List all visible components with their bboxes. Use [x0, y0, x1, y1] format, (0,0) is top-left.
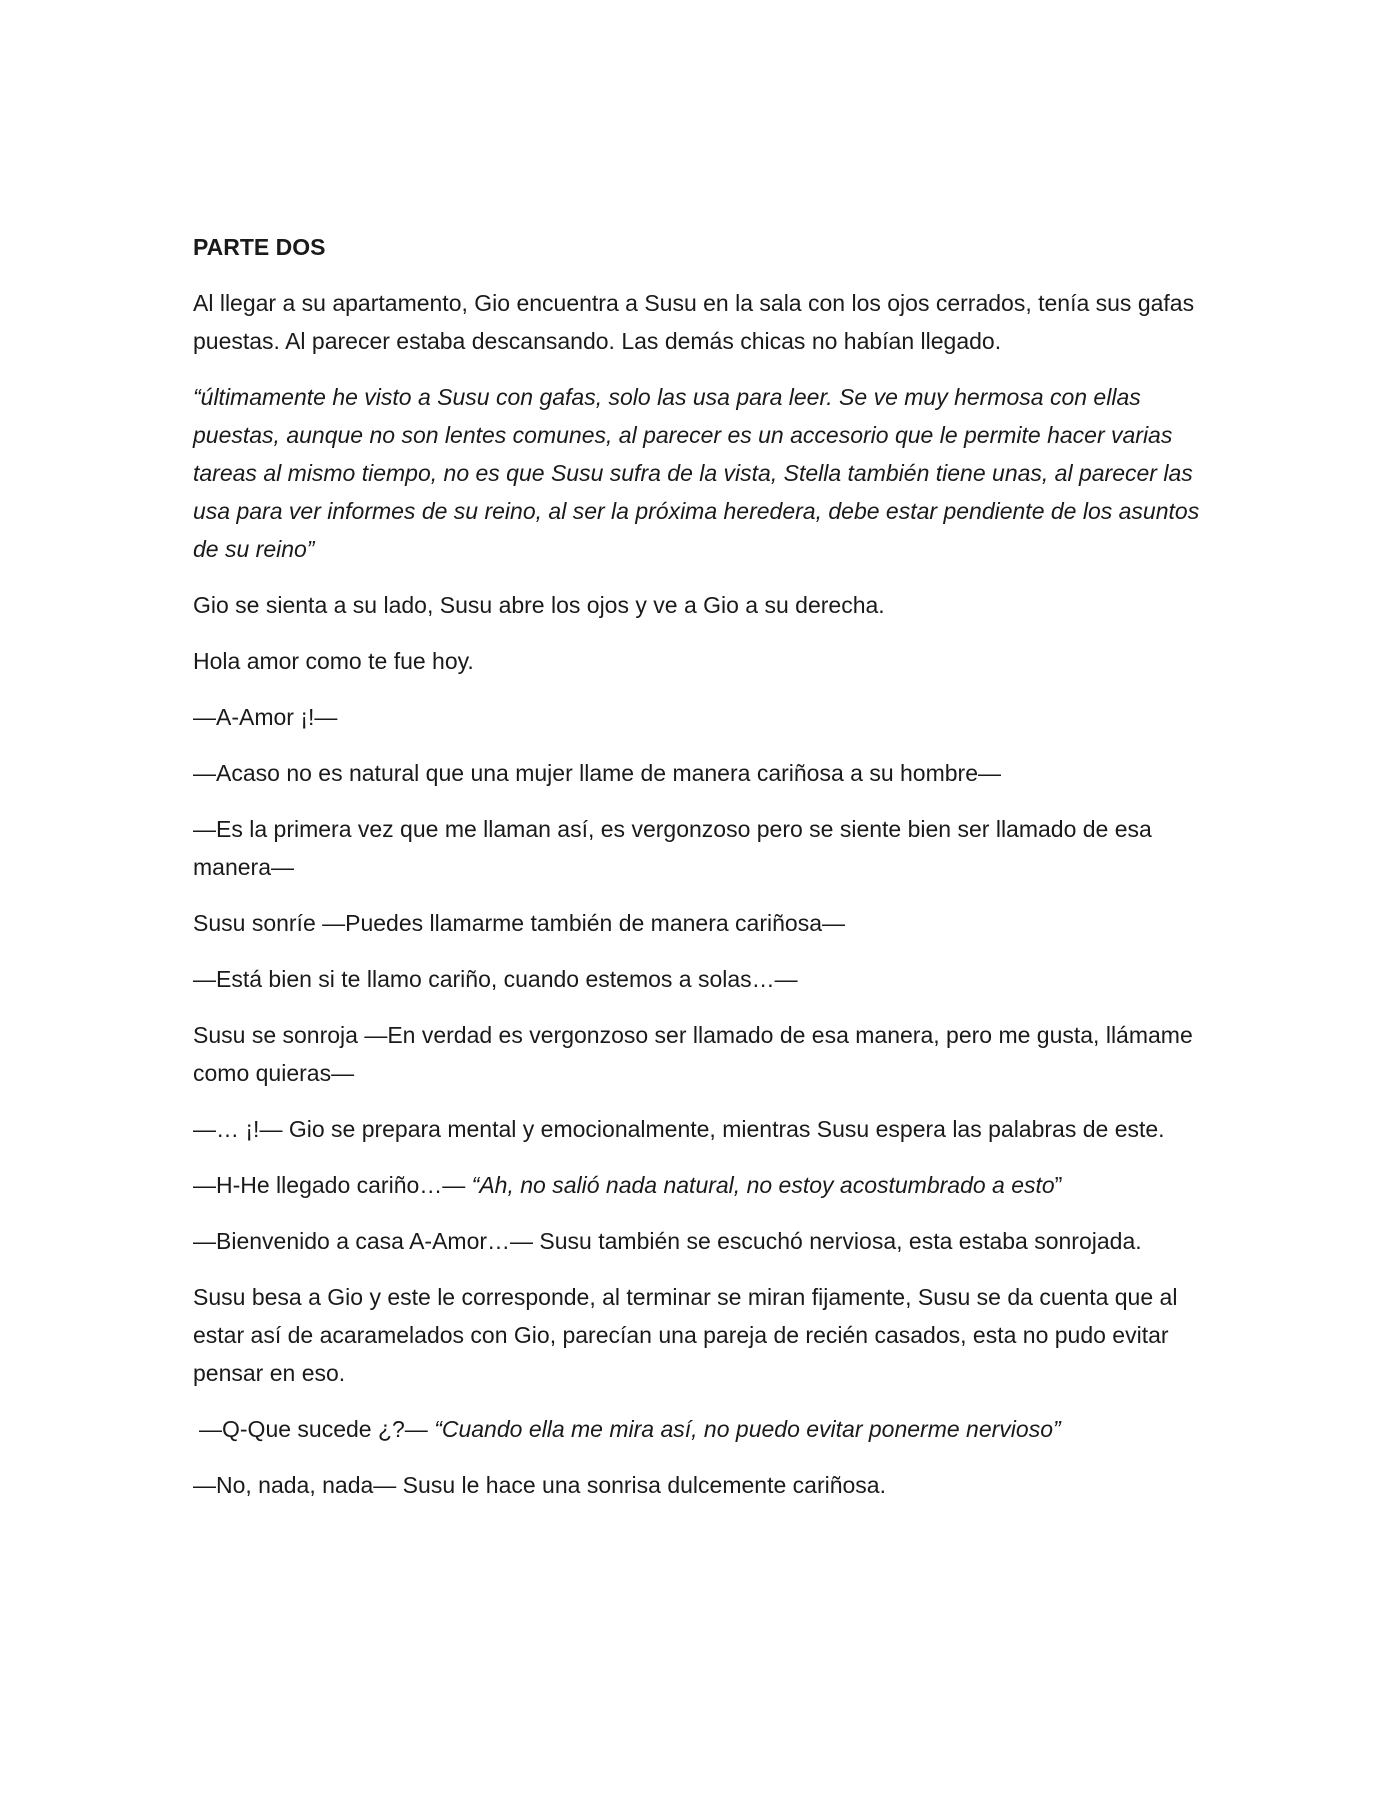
paragraph-11: —… ¡!— Gio se prepara mental y emocionalmente, mientras Susu espera las palabras de este. — [193, 1116, 1165, 1142]
document-body — [193, 228, 1213, 1522]
paragraph-3: Gio se sienta a su lado, Susu abre los ojos y ve a Gio a su derecha. — [193, 592, 885, 618]
paragraph-12 — [193, 1166, 1213, 1204]
paragraph-7: —Es la primera vez que me llaman así, es vergonzoso pero se siente bien ser llamado de esa manera— — [193, 816, 1152, 880]
paragraph-12-close-quote: ” — [1054, 1172, 1063, 1198]
paragraph-14: Susu besa a Gio y este le corresponde, al terminar se miran fijamente, Susu se da cuenta que al estar así de acaramelados con Gio, parecían una pareja de recién casados, esta no pudo evitar pensar en eso. — [193, 1284, 1178, 1386]
paragraph-15-thought: “Cuando ella me mira así, no puedo evitar ponerme nervioso” — [434, 1416, 1061, 1442]
paragraph-2-thought: “últimamente he visto a Susu con gafas, solo las usa para leer. Se ve muy hermosa con ellas puestas, aunque no son lentes comunes, al parecer es un accesorio que le permite hacer varias tareas al mismo tiempo, no es que Susu sufra de la vista, Stella también tiene unas, al parecer las usa para ver informes de su reino, al ser la próxima heredera, debe estar pendiente de los asuntos de su reino” — [193, 384, 1200, 562]
paragraph-1: Al llegar a su apartamento, Gio encuentra a Susu en la sala con los ojos cerrados, tenía sus gafas puestas. Al parecer estaba descansando. Las demás chicas no habían llegado. — [193, 290, 1195, 354]
paragraph-6: —Acaso no es natural que una mujer llame de manera cariñosa a su hombre— — [193, 760, 1001, 786]
paragraph-15 — [193, 1410, 1213, 1448]
paragraph-4: Hola amor como te fue hoy. — [193, 648, 474, 674]
section-heading: PARTE DOS — [193, 234, 326, 260]
paragraph-12-thought: “Ah, no salió nada natural, no estoy acostumbrado a esto — [471, 1172, 1055, 1198]
paragraph-9: —Está bien si te llamo cariño, cuando estemos a solas…— — [193, 966, 798, 992]
paragraph-15-dialogue: —Q-Que sucede ¿?— — [199, 1416, 435, 1442]
paragraph-10: Susu se sonroja —En verdad es vergonzoso ser llamado de esa manera, pero me gusta, llámame como quieras— — [193, 1022, 1193, 1086]
paragraph-12-dialogue: —H-He llegado cariño…— — [193, 1172, 472, 1198]
paragraph-8: Susu sonríe —Puedes llamarme también de manera cariñosa— — [193, 910, 845, 936]
paragraph-13: —Bienvenido a casa A-Amor…— Susu también se escuchó nerviosa, esta estaba sonrojada. — [193, 1228, 1142, 1254]
paragraph-5: —A-Amor ¡!— — [193, 704, 338, 730]
paragraph-16: —No, nada, nada— Susu le hace una sonrisa dulcemente cariñosa. — [193, 1472, 886, 1498]
